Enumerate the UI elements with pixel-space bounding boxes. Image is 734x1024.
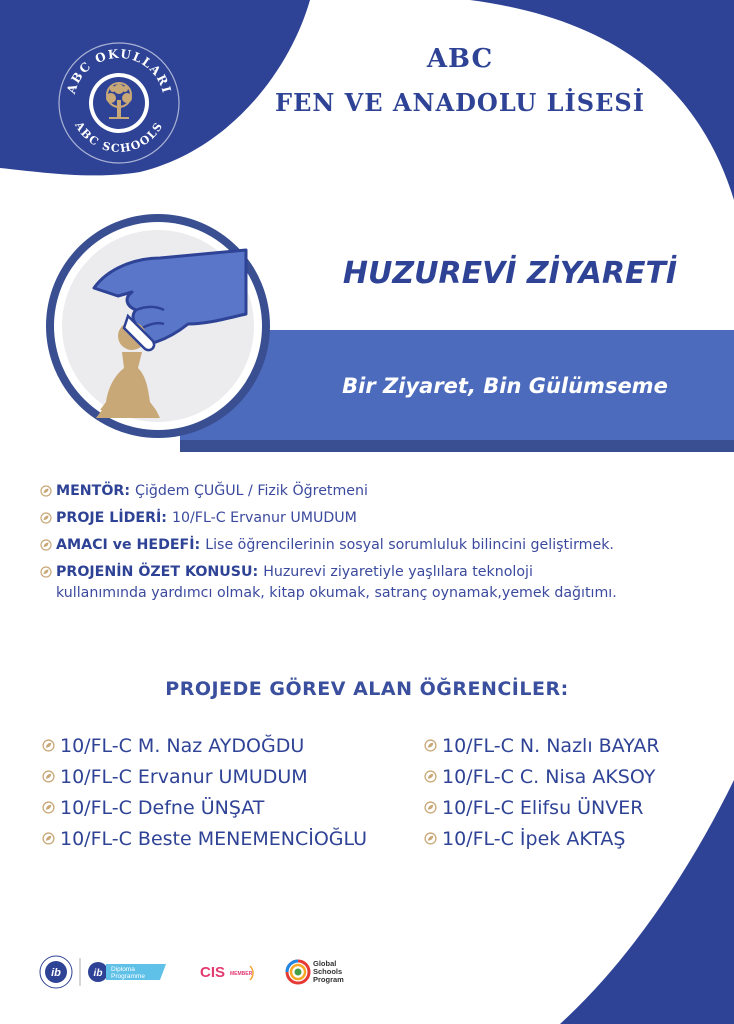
dp-line2: Programme (111, 973, 145, 980)
info-value: 10/FL-C Ervanur UMUDUM (171, 510, 357, 526)
info-label: PROJE LİDERİ: (56, 510, 167, 526)
info-value: Huzurevi ziyaretiyle yaşlılara teknoloji (263, 564, 533, 580)
ib-seal-icon (40, 956, 72, 988)
gsp-line3: Program (313, 975, 344, 984)
student-name: 10/FL-C M. Naz AYDOĞDU (60, 734, 305, 757)
school-name-line1: ABC (426, 44, 494, 74)
leaf-bullet-icon (424, 832, 437, 845)
list-item (42, 730, 367, 761)
gsp-line1: Global (313, 959, 337, 968)
info-label: MENTÖR: (56, 483, 131, 499)
leaf-bullet-icon (42, 832, 55, 845)
leaf-bullet-icon (42, 801, 55, 814)
info-row-leader (40, 509, 720, 527)
list-item (42, 792, 367, 823)
info-value: Lise öğrencilerinin sosyal sorumluluk bilincini geliştirmek. (205, 537, 614, 553)
student-name: 10/FL-C Elifsu ÜNVER (442, 796, 644, 819)
info-row-goal (40, 536, 720, 554)
info-value-continuation: kullanımında yardımcı olmak, kitap okumak, satranç oynamak,yemek dağıtımı. (56, 585, 617, 601)
list-item (42, 761, 367, 792)
student-name: 10/FL-C Defne ÜNŞAT (60, 796, 265, 819)
info-label: AMACI ve HEDEFİ: (56, 537, 201, 553)
students-list-left (42, 730, 367, 854)
ib-dp-letter: ib (93, 968, 103, 979)
leaf-bullet-icon (42, 770, 55, 783)
list-item (424, 761, 660, 792)
leaf-bullet-icon (424, 739, 437, 752)
info-value: Çiğdem ÇUĞUL / Fizik Öğretmeni (135, 483, 368, 499)
global-schools-logo-icon (287, 959, 344, 984)
student-name: 10/FL-C C. Nisa AKSOY (442, 765, 656, 788)
logo-ring-top: ABC OKULLARI (63, 46, 174, 96)
chess-pawn-hand-icon (38, 206, 298, 446)
ib-diploma-logo-icon (88, 962, 166, 982)
leaf-bullet-icon (42, 739, 55, 752)
leaf-bullet-icon (40, 512, 52, 524)
cis-text: CIS (200, 964, 226, 981)
student-name: 10/FL-C Ervanur UMUDUM (60, 765, 308, 788)
project-title: HUZUREVİ ZİYARETİ (342, 256, 678, 291)
project-subtitle: Bir Ziyaret, Bin Gülümseme (342, 374, 668, 398)
leaf-bullet-icon (40, 485, 52, 497)
list-item (424, 823, 660, 854)
info-row-summary (40, 563, 720, 581)
dp-line1: Diploma (111, 966, 135, 973)
students-list-right (424, 730, 660, 854)
school-name-line2: FEN VE ANADOLU LİSESİ (275, 88, 645, 117)
leaf-bullet-icon (424, 770, 437, 783)
cis-member-text: MEMBER (230, 971, 253, 977)
accreditation-logos (38, 952, 368, 992)
project-info (40, 482, 720, 603)
info-row-mentor (40, 482, 720, 500)
info-label: PROJENİN ÖZET KONUSU: (56, 564, 259, 580)
leaf-bullet-icon (40, 566, 52, 578)
leaf-bullet-icon (424, 801, 437, 814)
list-item (424, 792, 660, 823)
ib-seal-letter: ib (51, 967, 61, 979)
school-logo-icon (56, 40, 182, 166)
gsp-line2: Schools (313, 967, 343, 976)
student-name: 10/FL-C İpek AKTAŞ (442, 827, 626, 850)
list-item (424, 730, 660, 761)
logo-ring-bottom: ABC SCHOOLS (72, 119, 166, 156)
students-heading: PROJEDE GÖREV ALAN ÖĞRENCİLER: (165, 678, 569, 700)
student-name: 10/FL-C Beste MENEMENCİOĞLU (60, 827, 368, 850)
student-name: 10/FL-C N. Nazlı BAYAR (442, 734, 660, 757)
list-item (42, 823, 367, 854)
leaf-bullet-icon (40, 539, 52, 551)
cis-member-logo-icon (200, 964, 253, 981)
